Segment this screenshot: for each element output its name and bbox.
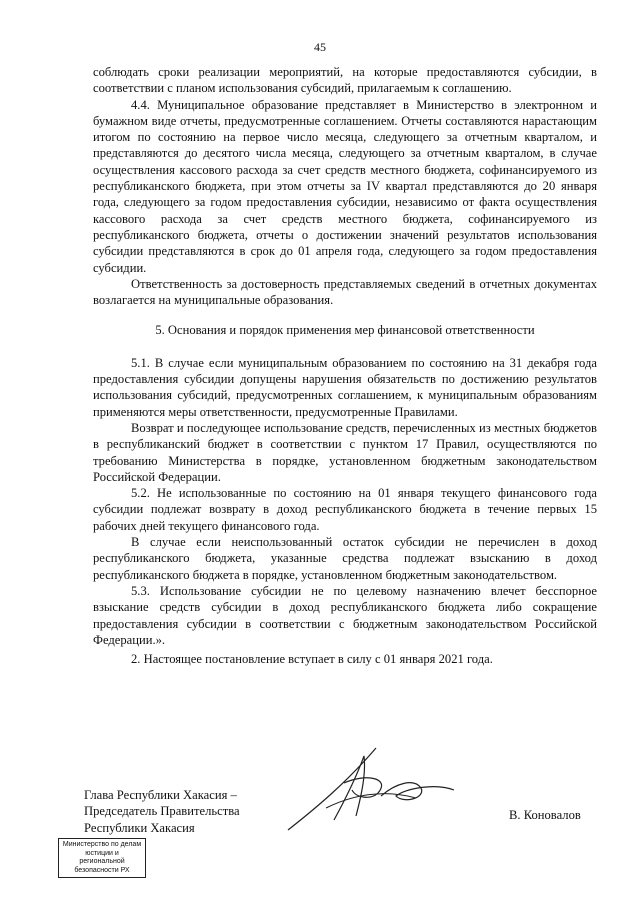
- paragraph-continuation: соблюдать сроки реализации мероприятий, на которые предоставляются субсидии, в соответствии с планом использования субсидий, прилагаемым к соглашению.: [93, 65, 597, 96]
- document-body: [93, 64, 597, 667]
- paragraph-effective-date: 2. Настоящее постановление вступает в силу с 01 января 2021 года.: [131, 652, 493, 667]
- signatory-name: В. Коновалов: [509, 808, 581, 822]
- handwritten-signature: [286, 738, 456, 838]
- signatory-title-line: Председатель Правительства: [84, 804, 240, 819]
- paragraph-refund: Возврат и последующее использование средств, перечисленных из местных бюджетов в республиканский бюджет в соответствии с пунктом 17 Правил, осуществляются по требованию Министерства в порядке, установленном бюджетным законодательством Российской Федерации.: [93, 420, 597, 484]
- paragraph-responsibility: Ответственность за достоверность представляемых сведений в отчетных документах возлагается на муниципальные образования.: [93, 276, 597, 308]
- paragraph-unused-balance: В случае если неиспользованный остаток субсидии не перечислен в доход республиканского бюджета, указанные средства подлежат взысканию в доход республиканского бюджета в порядке, установленном бюджетным законодательством.: [93, 535, 597, 582]
- stamp-line: Министерство по делам: [62, 841, 142, 848]
- signatory-title-line: Республики Хакасия: [84, 820, 195, 835]
- paragraph-4-4: 4.4. Муниципальное образование представляет в Министерство в электронном и бумажном виде отчеты, предусмотренные соглашением. Отчеты составляются нарастающим итогом по состоянию на первое число месяца, следующего за отчетным кварталом, и представляются до десятого числа месяца, следующего за отчетным кварталом, в случае осуществления кассового расхода за счет средств местного бюджета, софинансируемого из республиканского бюджета, при этом отчеты за IV квартал представляются до 20 января года, следующего за годом предоставления субсидии, независимо от факта осуществления кассового расхода за счет средств местного бюджета, софинансируемого из республиканского бюджета, отчеты о достижении значений результатов использования субсидии представляются в срок до 01 апреля года, следующего за годом предоставления субсидии.: [93, 97, 597, 275]
- signatory-title: [84, 787, 240, 836]
- paragraph-5-2: 5.2. Не использованные по состоянию на 01 января текущего финансового года субсидии подлежат возврату в доход республиканского бюджета в течение первых 15 рабочих дней текущего финансового года.: [93, 486, 597, 533]
- paragraph-5-3: 5.3. Использование субсидии не по целевому назначению влечет бесспорное взыскание средств субсидии в доход республиканского бюджета либо сокращение предоставления субсидии в соответствии с бюджетным законодательством Российской Федерации.».: [93, 583, 597, 647]
- registration-stamp: [58, 838, 146, 878]
- section-heading: 5. Основания и порядок применения мер финансовой ответственности: [155, 323, 535, 338]
- stamp-line: безопасности РХ: [74, 866, 130, 874]
- page-number: 45: [314, 40, 326, 54]
- signatory-title-line: Глава Республики Хакасия –: [84, 788, 237, 802]
- paragraph-5-1: 5.1. В случае если муниципальным образованием по состоянию на 31 декабря года предоставления субсидии допущены нарушения обязательств по достижению результатов использования субсидий, предусмотренных соглашением, к муниципальным образованиям применяются меры ответственности, предусмотренные Правилами.: [93, 355, 597, 419]
- stamp-line: юстиции и региональной: [79, 849, 125, 865]
